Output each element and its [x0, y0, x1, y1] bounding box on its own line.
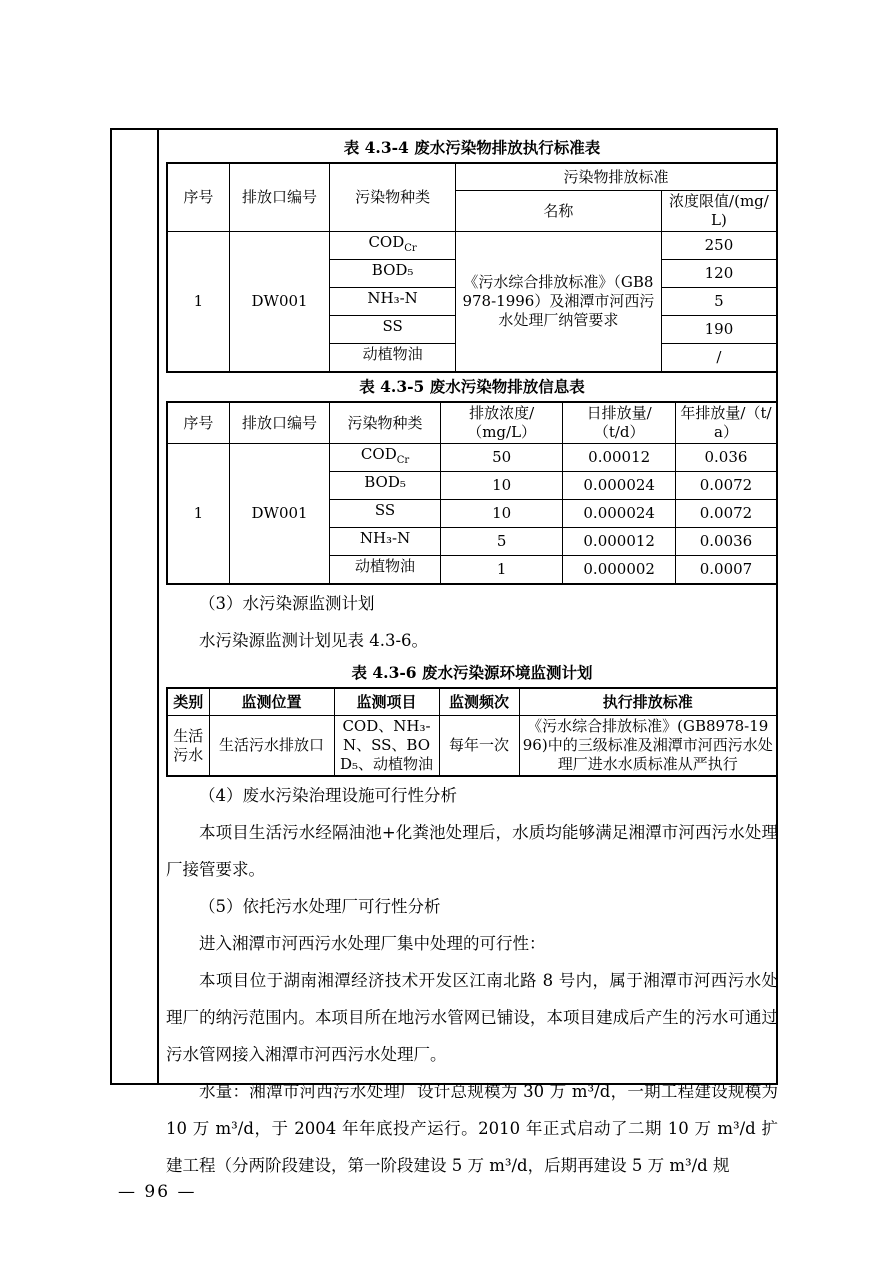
t435-header-pollutant: 污染物种类: [330, 402, 441, 444]
table-435-title: 表 4.3-5 废水污染物排放信息表: [359, 377, 585, 396]
t435-conc-oil: 1: [440, 556, 563, 585]
pollutant-base: 动植物油: [362, 345, 423, 363]
t435-conc-nh3n: 5: [440, 528, 563, 556]
table-436: [166, 687, 778, 777]
pollutant-base: COD: [368, 233, 405, 251]
t435-header-outlet: 排放口编号: [229, 402, 329, 444]
t434-header-limit: 浓度限值/(mg/L): [661, 191, 777, 232]
t435-conc-ss: 10: [440, 500, 563, 528]
t435-annual-oil: 0.0007: [675, 556, 777, 585]
t435-pollutant-codcr: [330, 444, 441, 472]
t434-outlet-value: DW001: [229, 232, 329, 373]
pollutant-subscript: Cr: [404, 243, 417, 254]
t434-standard-name: 《污水综合排放标准》（GB8978-1996）及湘潭市河西污水处理厂纳管要求: [455, 232, 661, 373]
t435-pollutant-oil: [330, 556, 441, 585]
t435-annual-ss: 0.0072: [675, 500, 777, 528]
paragraph-5-heading: （5）依托污水处理厂可行性分析: [199, 897, 441, 916]
paragraph-4-heading: （4）废水污染治理设施可行性分析: [199, 786, 457, 805]
t434-pollutant-oil: [330, 344, 456, 373]
pollutant-base: BOD₅: [371, 261, 414, 279]
t436-header-items: 监测项目: [334, 688, 439, 716]
t435-header-conc: [440, 402, 563, 444]
t435-daily-codcr: 0.00012: [563, 444, 676, 472]
t435-daily-bod5: 0.000024: [563, 472, 676, 500]
pollutant-base: BOD₅: [364, 473, 406, 491]
t436-header-standard: 执行排放标准: [519, 688, 777, 716]
t435-conc-codcr: 50: [440, 444, 563, 472]
t435-annual-nh3n: 0.0036: [675, 528, 777, 556]
t434-limit-bod5: 120: [661, 260, 777, 288]
t435-conc-bod5: 10: [440, 472, 563, 500]
paragraph-water-volume: 水量：湘潭市河西污水处理厂设计总规模为 30 万 m³/d，一期工程建设规模为 10 万 m³/d，于 2004 年年底投产运行。2010 年正式启动了二期 10 万 m³/d 扩建工程（分两阶段建设，第一阶段建设 5 万 m³/d，后期再建设 5 万 m³/d 规: [166, 1082, 778, 1175]
pollutant-base: NH₃-N: [367, 289, 418, 307]
t435-header-annual: 年排放量/（t/a）: [675, 402, 777, 444]
t434-pollutant-bod5: [330, 260, 456, 288]
paragraph-4-body: 本项目生活污水经隔油池+化粪池处理后，水质均能够满足湘潭市河西污水处理厂接管要求。: [166, 823, 778, 879]
outer-frame: [110, 128, 778, 1175]
t435-seq-value: 1: [167, 444, 229, 585]
content-cell: [159, 130, 782, 1175]
t434-header-outlet: 排放口编号: [229, 163, 329, 232]
table-434-title: 表 4.3-4 废水污染物排放执行标准表: [343, 138, 601, 157]
header-line: （mg/L）: [467, 423, 537, 441]
t435-annual-codcr: 0.036: [675, 444, 777, 472]
t434-limit-oil: /: [661, 344, 777, 373]
t435-pollutant-nh3n: [330, 528, 441, 556]
t436-standard-value: 《污水综合排放标准》(GB8978-1996)中的三级标准及湘潭市河西污水处理厂进水水质标准从严执行: [519, 716, 777, 777]
pollutant-base: SS: [374, 501, 396, 519]
t434-pollutant-ss: [330, 316, 456, 344]
t434-header-name: 名称: [455, 191, 661, 232]
page-number: — 96 —: [118, 1182, 197, 1202]
header-line: （t/d）: [593, 423, 645, 441]
header-line: 排放浓度/: [469, 404, 535, 422]
t434-header-standard-group: 污染物排放标准: [455, 163, 777, 191]
paragraph-3-heading: （3）水污染源监测计划: [199, 594, 375, 613]
t434-pollutant-nh3n: [330, 288, 456, 316]
t435-daily-oil: 0.000002: [563, 556, 676, 585]
t436-items-value: COD、NH₃-N、SS、BOD₅、动植物油: [334, 716, 439, 777]
t436-location-value: 生活污水排放口: [209, 716, 334, 777]
t435-daily-ss: 0.000024: [563, 500, 676, 528]
t436-header-frequency: 监测频次: [439, 688, 519, 716]
pollutant-base: COD: [360, 445, 397, 463]
table-434: [166, 162, 778, 373]
left-spacer-cell: [112, 130, 159, 1083]
t434-seq-value: 1: [167, 232, 229, 373]
t436-frequency-value: 每年一次: [439, 716, 519, 777]
t434-header-seq: 序号: [167, 163, 229, 232]
paragraph-location: 本项目位于湖南湘潭经济技术开发区江南北路 8 号内，属于湘潭市河西污水处理厂的纳污范围内。本项目所在地污水管网已铺设，本项目建成后产生的污水可通过污水管网接入湘潭市河西污水处理厂。: [166, 971, 778, 1064]
table-435: [166, 401, 778, 585]
t435-pollutant-ss: [330, 500, 441, 528]
t435-header-daily: [563, 402, 676, 444]
paragraph-see-table: 水污染源监测计划见表 4.3-6。: [199, 631, 429, 650]
table-436-title: 表 4.3-6 废水污染源环境监测计划: [351, 663, 593, 682]
t434-limit-ss: 190: [661, 316, 777, 344]
t435-outlet-value: DW001: [229, 444, 329, 585]
pollutant-base: NH₃-N: [359, 529, 411, 547]
paragraph-feasibility-intro: 进入湘潭市河西污水处理厂集中处理的可行性：: [199, 934, 546, 953]
t435-header-seq: 序号: [167, 402, 229, 444]
t436-header-category: 类别: [167, 688, 209, 716]
header-line: 日排放量/: [586, 404, 652, 422]
t435-pollutant-bod5: [330, 472, 441, 500]
t435-annual-bod5: 0.0072: [675, 472, 777, 500]
t434-header-pollutant: 污染物种类: [330, 163, 456, 232]
t434-limit-nh3n: 5: [661, 288, 777, 316]
pollutant-base: SS: [382, 317, 403, 335]
t435-daily-nh3n: 0.000012: [563, 528, 676, 556]
pollutant-base: 动植物油: [355, 557, 416, 575]
t436-header-location: 监测位置: [209, 688, 334, 716]
t434-pollutant-codcr: [330, 232, 456, 260]
pollutant-subscript: Cr: [396, 455, 410, 466]
t436-category-value: 生活污水: [167, 716, 209, 777]
t434-limit-codcr: 250: [661, 232, 777, 260]
